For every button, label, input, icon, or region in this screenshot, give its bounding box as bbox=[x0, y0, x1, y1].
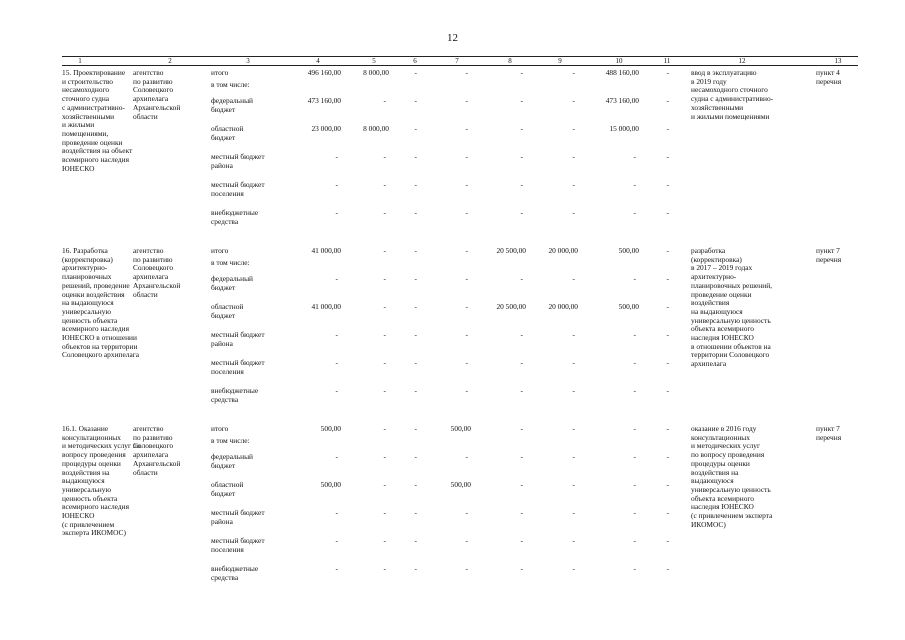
funding-value: - bbox=[666, 508, 669, 517]
funding-value: - bbox=[335, 386, 338, 395]
funding-value: - bbox=[572, 96, 575, 105]
funding-value: - bbox=[335, 152, 338, 161]
funding-value: - bbox=[666, 96, 669, 105]
column-number-7: 7 bbox=[455, 57, 459, 65]
funding-source-label: в том числе: bbox=[211, 258, 250, 267]
funding-value: - bbox=[465, 68, 468, 77]
funding-source-label: областной бюджет bbox=[211, 302, 244, 320]
funding-value: 8 000,00 bbox=[363, 124, 389, 133]
funding-value: - bbox=[465, 96, 468, 105]
funding-value: - bbox=[572, 180, 575, 189]
funding-value: - bbox=[572, 386, 575, 395]
funding-value: - bbox=[383, 302, 386, 311]
column-number-2: 2 bbox=[168, 57, 172, 65]
funding-value: 500,00 bbox=[450, 424, 471, 433]
funding-value: - bbox=[414, 564, 417, 573]
funding-value: - bbox=[520, 96, 523, 105]
funding-value: - bbox=[572, 508, 575, 517]
funding-value: - bbox=[414, 358, 417, 367]
funding-value: - bbox=[633, 424, 636, 433]
funding-value: - bbox=[633, 152, 636, 161]
funding-value: - bbox=[383, 274, 386, 283]
funding-source-label: федеральный бюджет bbox=[211, 96, 253, 114]
funding-value: 41 000,00 bbox=[311, 246, 341, 255]
funding-value: - bbox=[335, 180, 338, 189]
column-number-1: 1 bbox=[78, 57, 82, 65]
funding-value: - bbox=[520, 564, 523, 573]
funding-value: - bbox=[383, 246, 386, 255]
funding-value: - bbox=[520, 386, 523, 395]
funding-value: - bbox=[572, 152, 575, 161]
funding-value: - bbox=[633, 452, 636, 461]
activity-name: 15. Проектирование и строительство несамоходного сточного судна с административно- хозяйственными и жилыми помещениями, проведение оценки воздействия на объект всемирного наследия ЮНЕСКО bbox=[62, 68, 133, 173]
funding-value: - bbox=[572, 424, 575, 433]
column-number-11: 11 bbox=[663, 57, 671, 65]
funding-value: - bbox=[383, 452, 386, 461]
funding-value: - bbox=[383, 152, 386, 161]
funding-source-label: местный бюджет поселения bbox=[211, 358, 265, 376]
funding-value: 500,00 bbox=[450, 480, 471, 489]
funding-value: - bbox=[383, 208, 386, 217]
funding-source-label: местный бюджет поселения bbox=[211, 536, 265, 554]
funding-value: - bbox=[383, 358, 386, 367]
funding-value: - bbox=[666, 480, 669, 489]
executor-agency: агентство по развитию Соловецкого архипелага Архангельской области bbox=[133, 68, 181, 121]
funding-value: - bbox=[414, 274, 417, 283]
funding-value: - bbox=[335, 208, 338, 217]
funding-source-label: внебюджетные средства bbox=[211, 386, 259, 404]
funding-value: - bbox=[335, 452, 338, 461]
funding-value: 473 160,00 bbox=[307, 96, 341, 105]
funding-value: - bbox=[465, 274, 468, 283]
funding-value: - bbox=[520, 208, 523, 217]
funding-value: - bbox=[666, 246, 669, 255]
funding-value: - bbox=[520, 480, 523, 489]
column-number-5: 5 bbox=[372, 57, 376, 65]
list-reference: пункт 4 перечня bbox=[816, 68, 842, 86]
funding-value: - bbox=[666, 330, 669, 339]
funding-value: - bbox=[465, 330, 468, 339]
funding-value: - bbox=[414, 152, 417, 161]
funding-value: - bbox=[666, 386, 669, 395]
funding-value: - bbox=[465, 452, 468, 461]
funding-value: - bbox=[335, 358, 338, 367]
funding-value: - bbox=[465, 386, 468, 395]
funding-source-label: в том числе: bbox=[211, 80, 250, 89]
column-number-10: 10 bbox=[615, 57, 623, 65]
funding-source-label: федеральный бюджет bbox=[211, 274, 253, 292]
funding-value: 496 160,00 bbox=[307, 68, 341, 77]
funding-value: - bbox=[414, 508, 417, 517]
funding-value: - bbox=[520, 152, 523, 161]
funding-value: - bbox=[633, 564, 636, 573]
funding-value: - bbox=[666, 424, 669, 433]
activity-name: 16.1. Оказание консультационных и методических услуг по вопросу проведения процедуры оценки воздействия на выдающуюся универсальную ценность объекта всемирного наследия ЮНЕСКО (с привлечением эксперта ИКОМОС) bbox=[62, 424, 141, 538]
funding-value: 20 500,00 bbox=[496, 302, 526, 311]
funding-value: 500,00 bbox=[320, 480, 341, 489]
funding-value: - bbox=[666, 152, 669, 161]
funding-value: - bbox=[383, 536, 386, 545]
funding-value: - bbox=[335, 536, 338, 545]
funding-value: - bbox=[520, 330, 523, 339]
funding-value: - bbox=[666, 124, 669, 133]
funding-value: - bbox=[414, 330, 417, 339]
funding-source-label: местный бюджет района bbox=[211, 508, 265, 526]
column-number-8: 8 bbox=[508, 57, 512, 65]
expected-result: оказание в 2016 году консультационных и методических услуг по вопросу проведения процедуры оценки воздействия на выдающуюся универсальную ценность объекта всемирного наследия ЮНЕСКО (с привлечением эксперта ИКОМОС) bbox=[691, 424, 773, 529]
funding-value: - bbox=[572, 480, 575, 489]
funding-value: - bbox=[666, 68, 669, 77]
activity-name: 16. Разработка (корректировка) архитектурно- планировочных решений, проведение оценки воздействия на выдающуюся универсальную ценность объекта всемирного наследия ЮНЕСКО в отношении объектов на территории Соловецкого архипелага bbox=[62, 246, 140, 360]
funding-value: - bbox=[414, 452, 417, 461]
funding-source-label: итого bbox=[211, 246, 229, 255]
funding-value: - bbox=[383, 564, 386, 573]
funding-value: - bbox=[465, 124, 468, 133]
funding-source-label: итого bbox=[211, 68, 229, 77]
funding-value: - bbox=[633, 274, 636, 283]
funding-value: - bbox=[633, 208, 636, 217]
funding-value: 20 000,00 bbox=[548, 246, 578, 255]
funding-value: - bbox=[335, 330, 338, 339]
funding-value: - bbox=[465, 564, 468, 573]
funding-value: 15 000,00 bbox=[609, 124, 639, 133]
funding-value: - bbox=[520, 180, 523, 189]
expected-result: ввод в эксплуатацию в 2019 году несамоходного сточного судна с административно- хозяйственными и жилыми помещениями bbox=[691, 68, 774, 121]
funding-value: - bbox=[465, 536, 468, 545]
funding-source-label: внебюджетные средства bbox=[211, 564, 259, 582]
funding-source-label: итого bbox=[211, 424, 229, 433]
funding-source-label: внебюджетные средства bbox=[211, 208, 259, 226]
column-number-12: 12 bbox=[738, 57, 746, 65]
funding-value: - bbox=[572, 452, 575, 461]
funding-value: - bbox=[465, 180, 468, 189]
funding-value: - bbox=[383, 96, 386, 105]
executor-agency: агентство по развитию Соловецкого архипелага Архангельской области bbox=[133, 246, 181, 299]
funding-value: - bbox=[414, 386, 417, 395]
funding-value: - bbox=[520, 68, 523, 77]
funding-value: - bbox=[383, 424, 386, 433]
funding-source-label: местный бюджет района bbox=[211, 152, 265, 170]
funding-value: - bbox=[414, 536, 417, 545]
funding-value: - bbox=[383, 330, 386, 339]
funding-value: 500,00 bbox=[618, 246, 639, 255]
funding-value: - bbox=[414, 180, 417, 189]
funding-value: 473 160,00 bbox=[605, 96, 639, 105]
funding-value: - bbox=[465, 302, 468, 311]
funding-value: 500,00 bbox=[320, 424, 341, 433]
funding-value: - bbox=[414, 124, 417, 133]
funding-source-label: областной бюджет bbox=[211, 480, 244, 498]
funding-value: - bbox=[572, 564, 575, 573]
funding-value: 41 000,00 bbox=[311, 302, 341, 311]
funding-value: - bbox=[383, 180, 386, 189]
funding-value: - bbox=[633, 480, 636, 489]
funding-value: - bbox=[414, 208, 417, 217]
funding-value: - bbox=[633, 330, 636, 339]
funding-value: - bbox=[414, 424, 417, 433]
funding-value: - bbox=[572, 330, 575, 339]
funding-value: - bbox=[335, 564, 338, 573]
funding-value: - bbox=[572, 358, 575, 367]
funding-value: - bbox=[414, 68, 417, 77]
funding-value: - bbox=[520, 358, 523, 367]
header-bottom-border bbox=[62, 65, 858, 66]
funding-value: 500,00 bbox=[618, 302, 639, 311]
funding-value: - bbox=[383, 508, 386, 517]
funding-value: 8 000,00 bbox=[363, 68, 389, 77]
funding-value: - bbox=[465, 508, 468, 517]
funding-value: - bbox=[572, 208, 575, 217]
funding-value: 488 160,00 bbox=[605, 68, 639, 77]
column-number-6: 6 bbox=[413, 57, 417, 65]
funding-value: - bbox=[666, 536, 669, 545]
funding-source-label: местный бюджет поселения bbox=[211, 180, 265, 198]
expected-result: разработка (корректировка) в 2017 – 2019 годах архитектурно- планировочных решений, проведение оценки воздействия на выдающуюся универсальную ценность объекта всемирного наследия ЮНЕСКО в отношении объектов на территории Соловецкого архипелага bbox=[691, 246, 773, 369]
funding-value: - bbox=[520, 536, 523, 545]
funding-value: 20 000,00 bbox=[548, 302, 578, 311]
funding-value: - bbox=[666, 452, 669, 461]
funding-value: - bbox=[414, 302, 417, 311]
funding-value: - bbox=[520, 452, 523, 461]
funding-value: - bbox=[520, 508, 523, 517]
funding-value: - bbox=[520, 274, 523, 283]
funding-source-label: в том числе: bbox=[211, 436, 250, 445]
funding-value: - bbox=[633, 386, 636, 395]
funding-value: - bbox=[335, 274, 338, 283]
funding-value: - bbox=[572, 274, 575, 283]
funding-value: - bbox=[572, 68, 575, 77]
funding-value: - bbox=[414, 246, 417, 255]
column-number-3: 3 bbox=[246, 57, 250, 65]
funding-source-label: местный бюджет района bbox=[211, 330, 265, 348]
executor-agency: агентство по развитию Соловецкого архипелага Архангельской области bbox=[133, 424, 181, 477]
funding-value: - bbox=[633, 180, 636, 189]
funding-value: - bbox=[465, 358, 468, 367]
list-reference: пункт 7 перечня bbox=[816, 246, 842, 264]
funding-value: - bbox=[572, 536, 575, 545]
funding-value: - bbox=[666, 208, 669, 217]
funding-value: - bbox=[383, 386, 386, 395]
funding-value: 20 500,00 bbox=[496, 246, 526, 255]
funding-value: - bbox=[465, 152, 468, 161]
funding-value: - bbox=[666, 274, 669, 283]
funding-value: - bbox=[666, 358, 669, 367]
funding-value: - bbox=[633, 508, 636, 517]
funding-value: - bbox=[633, 536, 636, 545]
column-number-4: 4 bbox=[316, 57, 320, 65]
page-number: 12 bbox=[447, 32, 458, 44]
funding-value: - bbox=[383, 480, 386, 489]
column-number-13: 13 bbox=[834, 57, 842, 65]
funding-value: - bbox=[414, 96, 417, 105]
funding-value: - bbox=[520, 124, 523, 133]
funding-value: 23 000,00 bbox=[311, 124, 341, 133]
funding-value: - bbox=[520, 424, 523, 433]
funding-source-label: федеральный бюджет bbox=[211, 452, 253, 470]
funding-value: - bbox=[666, 302, 669, 311]
funding-value: - bbox=[465, 246, 468, 255]
column-number-9: 9 bbox=[558, 57, 562, 65]
list-reference: пункт 7 перечня bbox=[816, 424, 842, 442]
funding-source-label: областной бюджет bbox=[211, 124, 244, 142]
funding-value: - bbox=[666, 564, 669, 573]
funding-value: - bbox=[414, 480, 417, 489]
funding-value: - bbox=[572, 124, 575, 133]
funding-value: - bbox=[465, 208, 468, 217]
funding-value: - bbox=[666, 180, 669, 189]
funding-value: - bbox=[633, 358, 636, 367]
funding-value: - bbox=[335, 508, 338, 517]
